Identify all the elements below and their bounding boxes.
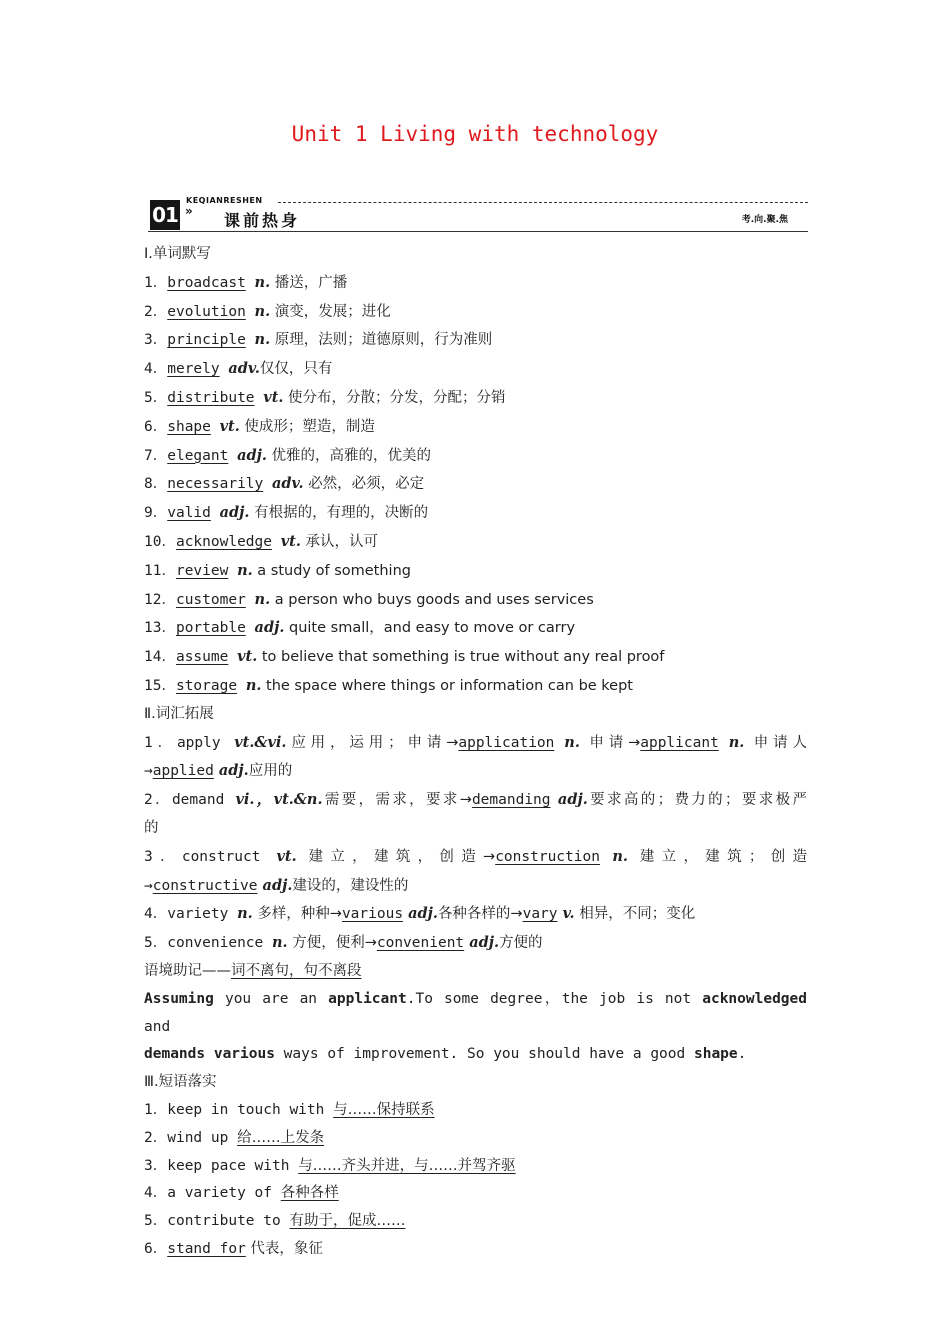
pos-label: adj. <box>254 619 285 637</box>
keyword: applicant <box>328 990 407 1007</box>
text: 申请→ <box>579 734 641 751</box>
answer-word: merely <box>167 361 220 378</box>
text <box>205 1046 214 1062</box>
phrase: wind up <box>167 1129 238 1146</box>
phrase: contribute to <box>167 1213 290 1230</box>
keyword: shape <box>693 1046 738 1063</box>
answer-word: portable <box>175 620 246 637</box>
definition: 优雅的，高雅的，优美的 <box>266 447 432 464</box>
pos-label: n. <box>254 273 271 291</box>
text: 多样，种种→ <box>252 906 342 923</box>
banner-rule <box>148 231 808 232</box>
word-item <box>144 470 807 499</box>
definition: 仅仅，只有 <box>259 361 333 378</box>
phrase-list <box>144 1097 807 1236</box>
definition: the space where things or information can be kept <box>261 677 633 694</box>
answer-phrase: 各种各样 <box>280 1185 339 1202</box>
pos-label: vt.&vi. <box>234 733 287 751</box>
answer-word: shape <box>167 418 211 435</box>
memo-underlined: 词不离句，句不离段 <box>231 962 362 979</box>
phrase: keep in touch with <box>167 1101 334 1118</box>
text: 应用，运用；申请→ <box>286 734 459 751</box>
word-item <box>144 643 807 672</box>
banner-pinyin: KEQIANRESHEN <box>186 196 263 205</box>
banner-dotted-rule <box>278 202 808 203</box>
pos-label: n. <box>718 733 745 751</box>
answer-word: application <box>458 734 555 751</box>
item-number: 4． <box>144 1185 168 1202</box>
word-item <box>144 672 807 701</box>
memo-heading <box>144 958 807 986</box>
item-number: 4． <box>144 361 168 378</box>
word-item <box>144 355 807 384</box>
word-item <box>144 298 807 327</box>
word-item <box>144 614 807 643</box>
pos-label: adj. <box>550 791 588 809</box>
pos-label: n. <box>237 905 253 923</box>
answer-word: constructive <box>152 877 258 894</box>
word-item <box>144 528 807 557</box>
definition: 承认，认可 <box>300 533 379 550</box>
definition: 演变，发展；进化 <box>270 303 391 320</box>
item-number: 1． <box>144 1101 168 1118</box>
word-item <box>144 269 807 298</box>
chevron-icon: » <box>185 204 193 218</box>
text: 4．variety <box>144 906 238 923</box>
answer-phrase: 与……保持联系 <box>333 1101 435 1118</box>
phrase-item <box>144 1208 807 1236</box>
text: 要求高的；费力的；要求极严 <box>587 792 807 809</box>
expansion-item-3 <box>144 843 807 872</box>
text: and <box>144 1018 171 1035</box>
answer-word: acknowledge <box>175 533 272 550</box>
definition: 播送，广播 <box>270 274 348 291</box>
content <box>144 241 807 1264</box>
answer-word: various <box>341 906 404 923</box>
word-item <box>144 326 807 355</box>
answer-phrase: 与……齐头并进，与……并驾齐驱 <box>298 1157 516 1174</box>
item-number: 12． <box>144 591 176 608</box>
text: 应用的 <box>248 763 293 780</box>
context-paragraph-line-2 <box>144 1041 807 1069</box>
pos-label: adj. <box>403 905 438 923</box>
item-number: 2． <box>144 1129 168 1146</box>
arrow: → <box>144 877 153 894</box>
text: 方便，便利→ <box>287 935 377 952</box>
expansion-item-5 <box>144 929 807 958</box>
expansion-item-2 <box>144 786 807 815</box>
text: 建立，建筑；创造 <box>627 848 808 865</box>
answer-word: principle <box>167 332 246 349</box>
word-item <box>144 499 807 528</box>
answer-word: valid <box>167 505 211 522</box>
pos-label: adj. <box>213 762 249 780</box>
definition: a person who buys goods and uses services <box>270 591 594 608</box>
pos-label: adv. <box>228 360 260 378</box>
banner-label: 课前热身 <box>224 211 301 230</box>
answer-word: applicant <box>640 734 719 751</box>
text: you are an <box>213 990 329 1007</box>
definition: 使成形；塑造，制造 <box>239 418 375 435</box>
word-item <box>144 413 807 442</box>
pos-label: n. <box>254 590 271 608</box>
pos-label: adj. <box>464 934 500 952</box>
text: 5．convenience <box>144 935 272 952</box>
answer-word: demanding <box>471 792 551 809</box>
memo-label: 语境助记—— <box>144 962 231 979</box>
word-item <box>144 557 807 586</box>
item-number: 14． <box>144 649 176 666</box>
expansion-item-3-cont <box>144 872 807 901</box>
pos-label: vt. <box>280 532 301 550</box>
pos-label: vt. <box>263 388 284 406</box>
keyword: demands <box>144 1046 206 1063</box>
answer-word: storage <box>175 677 238 694</box>
text: 需要，需求，要求→ <box>322 792 472 809</box>
expansion-item-2-cont: 的 <box>144 819 159 836</box>
section-banner <box>148 196 808 234</box>
banner-right-label: 考.向.聚.焦 <box>741 215 788 225</box>
answer-phrase: stand for <box>167 1240 246 1257</box>
word-item <box>144 586 807 615</box>
item-number: 3． <box>144 332 168 349</box>
keyword: acknowledged <box>702 990 807 1007</box>
item-number: 15． <box>144 677 176 694</box>
answer-phrase: 给……上发条 <box>237 1129 325 1146</box>
pos-label: v. <box>557 905 575 923</box>
text: 1．apply <box>144 734 235 751</box>
pos-label: n. <box>245 676 262 694</box>
word-list <box>144 269 807 701</box>
banner-number: 01 <box>150 200 180 230</box>
keyword: Assuming <box>144 990 214 1007</box>
text: 各种各样的→ <box>437 906 523 923</box>
page-title: Unit 1 Living with technology <box>291 122 659 146</box>
expansion-item-1 <box>144 729 807 758</box>
answer-word: applied <box>152 763 214 780</box>
definition: 使分布，分散；分发，分配；分销 <box>283 389 506 406</box>
arrow: → <box>144 763 153 780</box>
item-number: 9． <box>144 505 168 522</box>
pos-label: adv. <box>272 475 304 493</box>
expansion-item-1-cont <box>144 757 807 786</box>
item-number: 13． <box>144 620 176 637</box>
word-item <box>144 384 807 413</box>
phrase-item <box>144 1097 807 1125</box>
text: ways of improvement. So you should have a good <box>274 1046 694 1063</box>
pos-label: adj. <box>237 446 267 464</box>
text: 申请人 <box>744 734 808 751</box>
item-number: 11． <box>144 562 176 579</box>
definition: 必然，必须，必定 <box>303 476 425 493</box>
item-number: 3． <box>144 1157 168 1174</box>
answer-word: necessarily <box>167 476 264 493</box>
pos-label: n. <box>272 934 288 952</box>
context-paragraph-line-1 <box>144 986 807 1042</box>
pos-label: n. <box>554 733 580 751</box>
item-number: 2． <box>144 303 168 320</box>
text: 相异，不同；变化 <box>574 906 696 923</box>
answer-word: construction <box>495 848 600 865</box>
text: 方便的 <box>499 935 543 952</box>
text: .To some degree，the job is not <box>406 990 703 1007</box>
section-heading-expansion: Ⅱ.词汇拓展 <box>144 705 214 722</box>
definition: to believe that something is true without any real proof <box>257 649 665 666</box>
answer-word: elegant <box>167 447 229 464</box>
answer-word: evolution <box>167 303 246 320</box>
definition: 代表，象征 <box>245 1240 323 1257</box>
item-number: 6． <box>144 1240 168 1257</box>
expansion-item-4 <box>144 900 807 929</box>
pos-label: adj. <box>257 876 293 894</box>
phrase-item <box>144 1236 807 1264</box>
definition: a study of something <box>252 562 411 579</box>
answer-word: review <box>175 562 229 579</box>
pos-label: n. <box>599 847 628 865</box>
text: 建立，建筑，创造→ <box>296 848 496 865</box>
pos-label: n. <box>254 331 271 349</box>
item-number: 5． <box>144 389 168 406</box>
item-number: 6． <box>144 418 168 435</box>
text: 2．demand <box>144 792 236 809</box>
pos-label: n. <box>254 302 271 320</box>
text: 建设的，建设性的 <box>292 877 409 894</box>
keyword: various <box>213 1046 275 1063</box>
answer-word: assume <box>175 649 229 666</box>
pos-label: adj. <box>219 504 250 522</box>
item-number: 5． <box>144 1213 168 1230</box>
pos-label: vt. <box>276 847 297 865</box>
answer-word: broadcast <box>167 274 246 291</box>
answer-word: distribute <box>167 389 255 406</box>
definition: quite small，and easy to move or carry <box>284 620 576 637</box>
answer-phrase: 有助于，促成…… <box>289 1213 406 1230</box>
answer-word: customer <box>175 591 246 608</box>
word-item <box>144 442 807 471</box>
item-number: 1． <box>144 274 168 291</box>
phrase: keep pace with <box>167 1157 299 1174</box>
answer-word: vary <box>522 906 558 923</box>
phrase-item <box>144 1180 807 1208</box>
text: . <box>737 1046 747 1063</box>
section-heading-phrases: Ⅲ.短语落实 <box>144 1074 217 1091</box>
pos-label: n. <box>237 561 253 579</box>
item-number: 7． <box>144 447 168 464</box>
phrase: a variety of <box>167 1185 281 1202</box>
pos-label: vt. <box>237 648 258 666</box>
answer-word: convenient <box>376 935 465 952</box>
phrase-item <box>144 1153 807 1181</box>
definition: 有根据的，有理的，决断的 <box>249 505 429 522</box>
item-number: 8． <box>144 476 168 493</box>
section-heading-words: Ⅰ.单词默写 <box>144 246 211 262</box>
item-number: 10． <box>144 533 176 550</box>
definition: 原理，法则；道德原则，行为准则 <box>270 332 493 349</box>
pos-label: vt. <box>219 417 240 435</box>
phrase-item <box>144 1125 807 1153</box>
pos-label: vi.，vt.&n. <box>235 791 323 809</box>
text: 3．construct <box>144 848 277 865</box>
